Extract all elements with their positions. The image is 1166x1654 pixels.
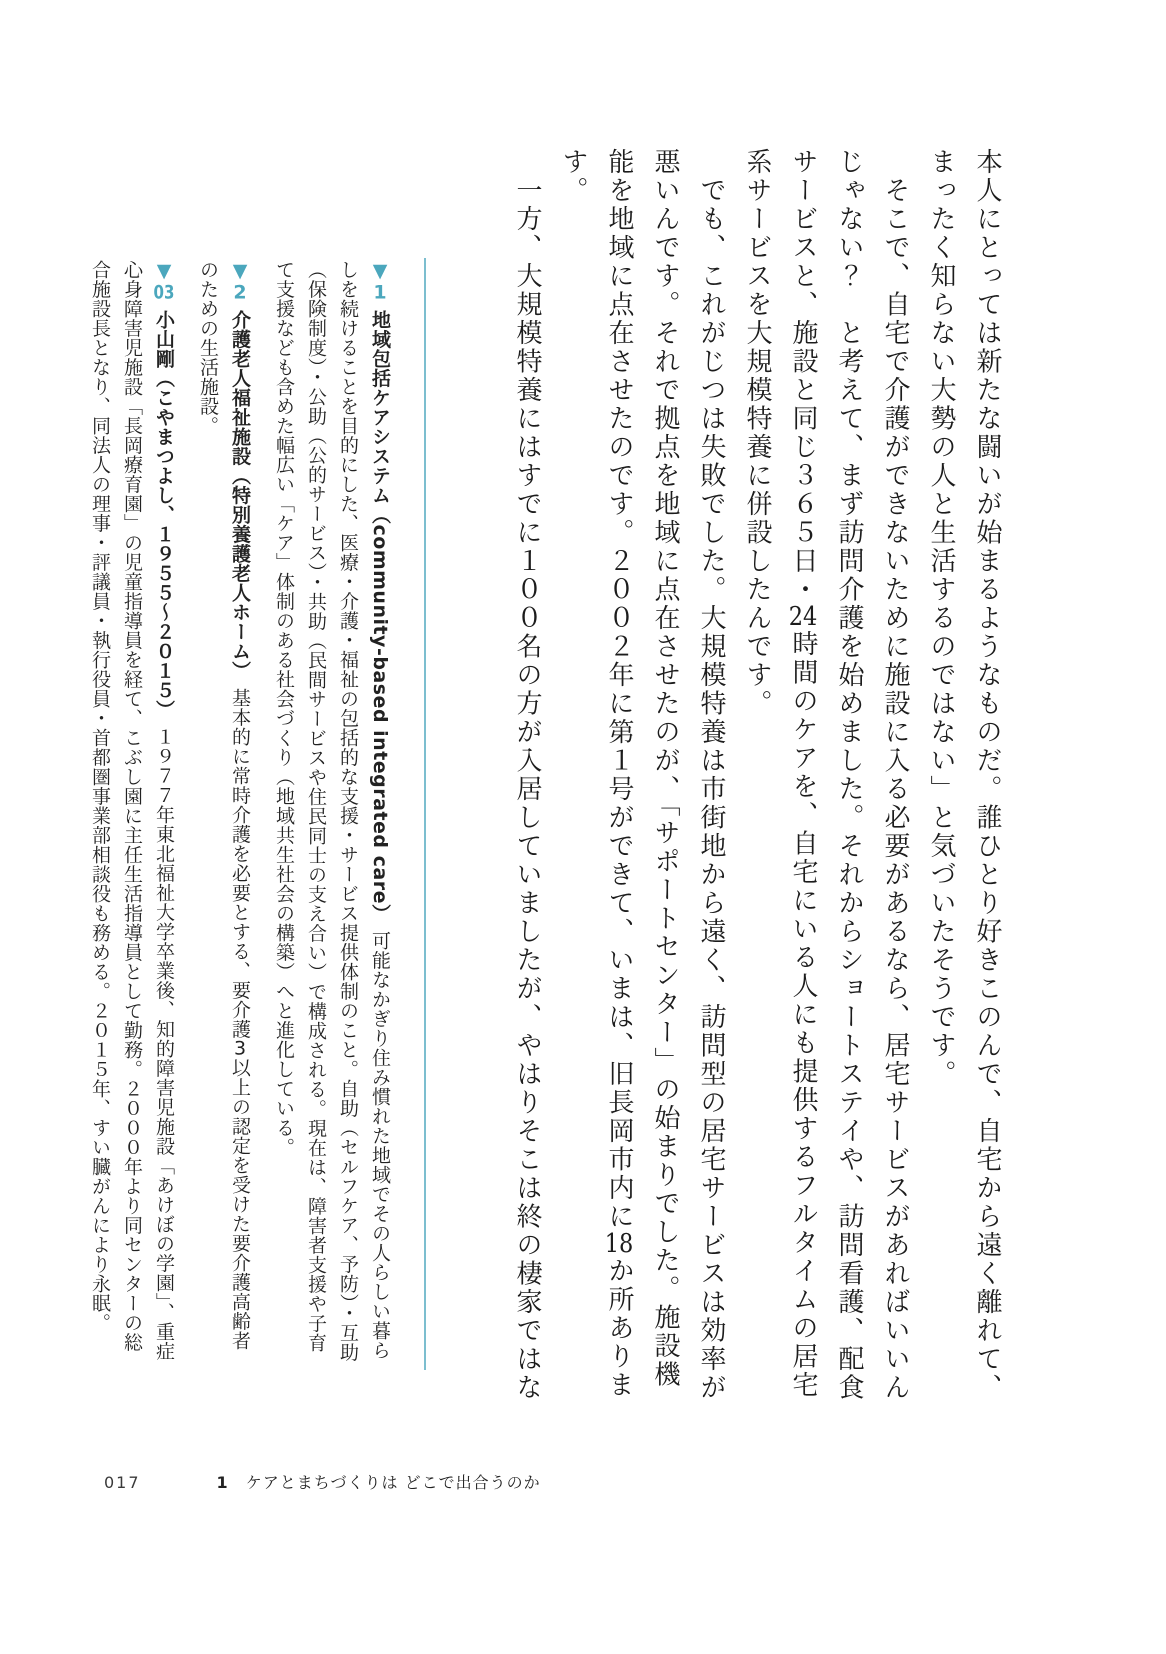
footnote-2-term: 介護老人福祉施設（特別養護老人ホーム）: [229, 309, 251, 680]
footnote-2: [192, 260, 256, 1366]
paragraph-3: でも、これがじつは失敗でした。大規模特養は市街地から遠く、訪問型の居宅サービスは効率が悪いんです。それで拠点を地域に点在させたのが、「サポートセンター」の始まりでした。施設機能を地域に点在させたのです。２００２年に第１号ができて、いまは、旧長岡市内に18か所あります。: [558, 148, 726, 1402]
footnote-2-text: 基本的に常時介護を必要とする、要介護3以上の認定を受けた要介護高齢者のための生活施設。: [197, 260, 251, 1351]
footnote-1: [268, 260, 396, 1366]
footnote-1-term: 地域包括ケアシステム（community-based integrated care）: [369, 309, 391, 923]
paragraph-2: そこで、自宅で介護ができないために施設に入る必要があるなら、居宅サービスがあればいいんじゃない？ と考えて、まず訪問介護を始めました。それからショートステイや、訪問看護、配食サービスと、施設と同じ３６５日・24時間のケアを、自宅にいる人にも提供するフルタイムの居宅系サービスを大規模特養に併設したんです。: [742, 148, 910, 1402]
paragraph-4: 一方、大規模特養にはすでに１００名の方が入居していましたが、やはりそこは終の棲家ではな: [512, 148, 542, 1402]
paragraph-1: 本人にとっては新たな闘いが始まるようなものだ。誰ひとり好きこのんで、自宅から遠く離れて、まったく知らない大勢の人と生活するのではない」と気づいたそうです。: [926, 148, 1002, 1402]
footnote-divider-rule: [424, 258, 426, 1370]
footnote-2-marker: ▼2: [229, 260, 251, 302]
footnote-3-marker: ▼03: [153, 260, 175, 302]
footnote-3-text: １９７７年東北福祉大学卒業後、知的障害児施設「あけぼの学園」、重症心身障害児施設「長岡療育園」の児童指導員を経て、こぶし園に主任生活指導員として勤務。２０００年より同センターの総合施設長となり、同法人の理事・評議員・執行役員・首都圏事業部相談役も務める。２０１５年、すい臓がんにより永眠。: [89, 260, 175, 1361]
footnote-3: [84, 260, 180, 1366]
chapter-number: 1: [216, 1473, 228, 1492]
page-number: 017: [104, 1473, 141, 1492]
chapter-title: ケアとまちづくりは どこで出合うのか: [245, 1473, 541, 1492]
footnote-1-marker: ▼1: [369, 260, 391, 302]
footnotes-block: [88, 260, 396, 1366]
page-footer: [104, 1470, 541, 1493]
footnote-3-term: 小山剛（こやまつよし、１９５５～２０１５）: [153, 309, 175, 719]
footnote-1-text: 可能なかぎり住み慣れた地域でその人らしい暮らしを続けることを目的にした、医療・介護・福祉の包括的な支援・サービス提供体制のこと。自助（セルフケア、予防）・互助（保険制度）・公助（公的サービス）・共助（民間サービスや住民同士の支え合い）で構成される。現在は、障害者支援や子育て支援なども含めた幅広い「ケア」体制のある社会づくり（地域共生社会の構築）へと進化している。: [273, 260, 391, 1362]
main-text-block: [504, 148, 1010, 1406]
